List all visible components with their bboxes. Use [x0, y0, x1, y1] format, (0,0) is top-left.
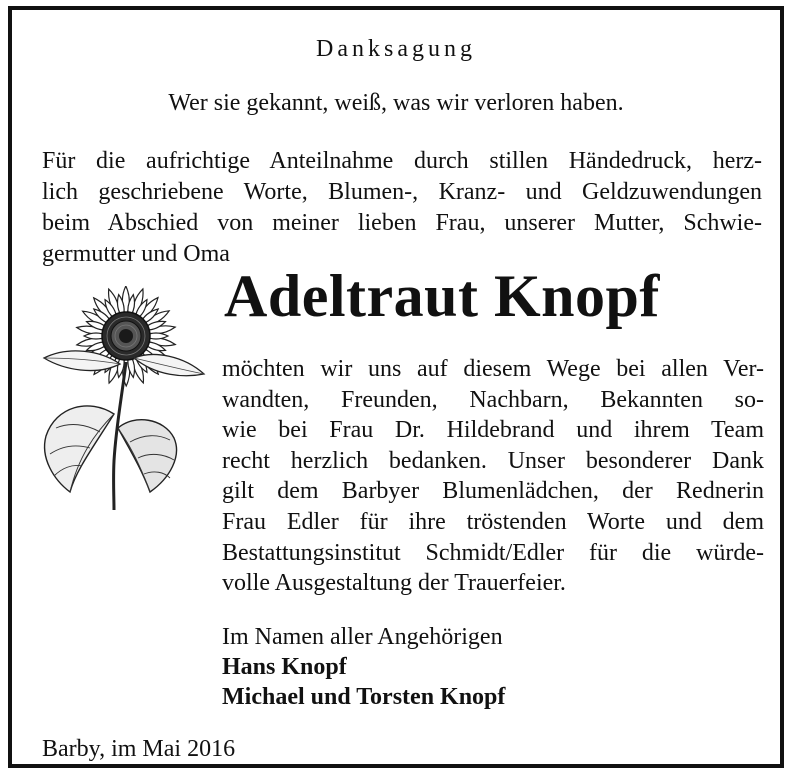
- thanks-line: gilt dem Barbyer Blumenlädchen, der Rednerin: [222, 478, 764, 505]
- thanks-line: volle Ausgestaltung der Trauerfeier.: [222, 570, 566, 597]
- intro-line: Für die aufrichtige Anteilnahme durch stillen Händedruck, herz-: [42, 148, 762, 174]
- obituary-notice-frame: [8, 6, 784, 768]
- thanks-line: Bestattungsinstitut Schmidt/Edler für die würde-: [222, 539, 764, 566]
- thanks-line: möchten wir uns auf diesem Wege bei allen Ver-: [222, 356, 764, 382]
- thanks-line: Frau Edler für ihre tröstenden Worte und dem: [222, 508, 764, 535]
- intro-line: lich geschriebene Worte, Blumen-, Kranz- und Geldzuwendungen: [42, 179, 762, 205]
- deceased-name: Adeltraut Knopf: [224, 263, 660, 329]
- thanks-line: recht herzlich bedanken. Unser besonderer Dank: [222, 447, 764, 474]
- signoff-block: [222, 622, 505, 712]
- intro-paragraph: [42, 146, 762, 270]
- thanks-line: wie bei Frau Dr. Hildebrand und ihrem Team: [222, 417, 764, 444]
- signatory: Michael und Torsten Knopf: [222, 684, 506, 710]
- sunflower-illustration: [34, 286, 214, 516]
- thanks-line: wandten, Freunden, Nachbarn, Bekannten so-: [222, 386, 764, 413]
- intro-line: germutter und Oma: [42, 241, 230, 267]
- signoff-intro: Im Namen aller Angehörigen: [222, 624, 503, 650]
- notice-motto: Wer sie gekannt, weiß, was wir verloren haben.: [168, 90, 624, 116]
- place-date: Barby, im Mai 2016: [42, 736, 236, 762]
- notice-heading: Danksagung: [316, 36, 476, 62]
- intro-line: beim Abschied von meiner lieben Frau, unserer Mutter, Schwie-: [42, 210, 762, 236]
- thanks-paragraph: [222, 354, 764, 599]
- signatory: Hans Knopf: [222, 654, 347, 680]
